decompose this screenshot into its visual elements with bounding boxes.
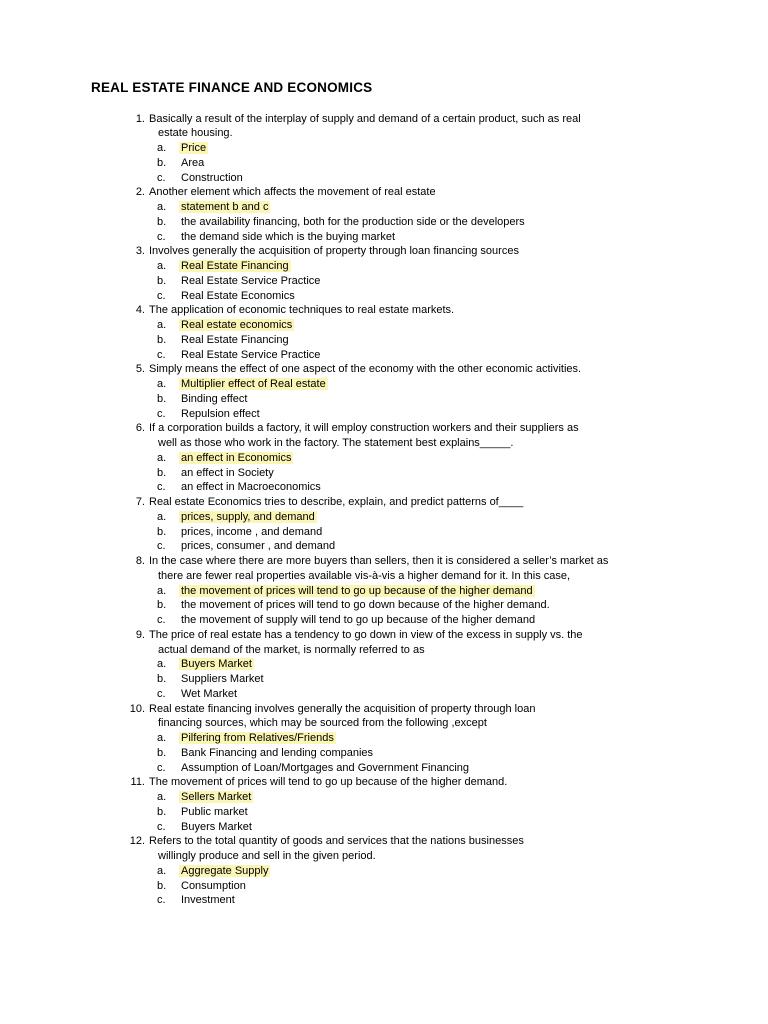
question-line: Another element which affects the movement of real estate	[149, 186, 436, 199]
question-item	[0, 702, 768, 776]
option-letter: c.	[157, 171, 166, 184]
option-text: an effect in Society	[181, 466, 274, 479]
question-line: If a corporation builds a factory, it will employ construction workers and their suppliers as	[149, 422, 579, 435]
option-letter: b.	[157, 392, 167, 405]
option-letter: c.	[157, 894, 166, 907]
option-text: Binding effect	[181, 392, 248, 405]
answer-option	[149, 230, 768, 245]
option-letter: a.	[157, 451, 167, 464]
question-number: 7.	[135, 496, 145, 508]
answer-option	[149, 289, 768, 304]
question-item	[0, 362, 768, 421]
highlighted-answer: Real estate economics	[181, 319, 293, 331]
question-item	[0, 244, 768, 303]
option-letter: b.	[157, 215, 167, 228]
question-item	[0, 421, 768, 495]
question-line: Real estate financing involves generally the acquisition of property through loan	[149, 702, 536, 715]
question-line: The movement of prices will tend to go up because of the higher demand.	[149, 776, 508, 789]
question-line: estate housing.	[158, 127, 233, 140]
question-line: there are fewer real properties available vis-à-vis a higher demand for it. In this case,	[158, 569, 571, 582]
option-letter: a.	[157, 658, 167, 671]
answer-option	[149, 761, 768, 776]
answer-option	[149, 215, 768, 230]
question-text	[135, 185, 768, 200]
option-letter: b.	[157, 599, 167, 612]
answer-option	[149, 259, 768, 274]
highlighted-answer: the movement of prices will tend to go up because of the higher demand	[181, 584, 533, 597]
option-letter: a.	[157, 201, 167, 213]
question-item	[0, 554, 768, 628]
option-text: Real Estate Economics	[181, 289, 295, 302]
question-line: financing sources, which may be sourced from the following ,except	[158, 717, 487, 730]
answer-option	[149, 657, 768, 672]
option-letter: b.	[157, 746, 167, 759]
option-text: Real Estate Service Practice	[181, 348, 321, 361]
answer-option	[149, 171, 768, 186]
question-number: 3.	[135, 245, 145, 258]
question-line: well as those who work in the factory. The statement best explains_____.	[158, 437, 514, 449]
answer-option	[149, 525, 768, 540]
question-text	[135, 554, 768, 569]
question-line: willingly produce and sell in the given period.	[158, 850, 376, 862]
question-item	[0, 775, 768, 834]
answer-option	[149, 274, 768, 289]
answer-option	[149, 879, 768, 894]
answer-option	[149, 377, 768, 392]
option-text: Bank Financing and lending companies	[181, 746, 374, 759]
option-letter: c.	[157, 289, 166, 302]
question-number: 11.	[130, 776, 145, 789]
highlighted-answer: an effect in Economics	[181, 451, 292, 464]
option-letter: c.	[157, 761, 166, 774]
question-number: 9.	[135, 628, 145, 641]
question-line: actual demand of the market, is normally referred to as	[158, 643, 425, 656]
question-line: The price of real estate has a tendency to go down in view of the excess in supply vs. the	[149, 628, 583, 641]
document-title: REAL ESTATE FINANCE AND ECONOMICS	[91, 80, 373, 95]
answer-option	[149, 820, 768, 835]
option-text: Investment	[181, 894, 235, 907]
question-number: 12.	[129, 835, 145, 848]
answer-option	[149, 333, 768, 348]
question-item	[0, 834, 768, 908]
highlighted-answer: Multiplier effect of Real estate	[181, 378, 326, 390]
option-letter: a.	[157, 260, 167, 272]
question-text-continued	[149, 436, 768, 451]
question-list	[0, 112, 768, 909]
question-text	[135, 628, 768, 643]
answer-option	[149, 731, 768, 746]
option-text: Buyers Market	[181, 820, 252, 833]
option-letter: c.	[157, 348, 166, 361]
option-text: the demand side which is the buying market	[181, 230, 396, 243]
question-text-continued	[149, 716, 768, 731]
question-text	[135, 244, 768, 259]
question-text	[129, 702, 768, 717]
question-line: Real estate Economics tries to describe, explain, and predict patterns of____	[149, 496, 524, 508]
answer-option	[149, 451, 768, 466]
option-text: the availability financing, both for the production side or the developers	[181, 215, 525, 228]
answer-option	[149, 539, 768, 554]
option-letter: c.	[157, 614, 166, 626]
answer-option	[149, 466, 768, 481]
question-text-continued	[149, 643, 768, 658]
highlighted-answer: statement b and c	[181, 201, 269, 213]
question-line: The application of economic techniques to real estate markets.	[149, 304, 455, 317]
option-text: Real Estate Financing	[181, 333, 289, 346]
option-letter: a.	[157, 864, 167, 877]
question-text	[135, 495, 768, 510]
question-text	[135, 421, 768, 436]
highlighted-answer: Real Estate Financing	[181, 260, 289, 272]
option-letter: b.	[157, 673, 167, 685]
question-number: 5.	[135, 363, 145, 376]
answer-option	[149, 318, 768, 333]
option-letter: b.	[157, 274, 167, 287]
option-letter: c.	[157, 481, 166, 494]
option-text: an effect in Macroeconomics	[181, 481, 321, 494]
question-text-continued	[149, 849, 768, 864]
highlighted-answer: Pilfering from Relatives/Friends	[181, 732, 334, 744]
question-text	[135, 112, 768, 127]
option-letter: b.	[157, 333, 167, 346]
question-number: 6.	[135, 422, 145, 435]
option-text: the movement of prices will tend to go down because of the higher demand.	[181, 599, 550, 612]
question-item	[0, 185, 768, 244]
option-text: Repulsion effect	[181, 407, 260, 420]
answer-option	[149, 510, 768, 525]
option-text: the movement of supply will tend to go up because of the higher demand	[181, 614, 536, 626]
option-letter: c.	[157, 820, 166, 833]
question-line: Basically a result of the interplay of supply and demand of a certain product, such as real	[149, 112, 581, 125]
option-letter: a.	[157, 732, 167, 744]
option-letter: c.	[157, 687, 166, 700]
question-line: Involves generally the acquisition of property through loan financing sources	[149, 245, 519, 258]
answer-option	[149, 672, 768, 687]
highlighted-answer: Sellers Market	[181, 791, 252, 803]
option-text: Consumption	[181, 879, 246, 892]
question-text-continued	[149, 569, 768, 584]
answer-option	[149, 790, 768, 805]
answer-option	[149, 200, 768, 215]
answer-option	[149, 864, 768, 879]
question-number: 4.	[135, 304, 145, 317]
answer-option	[149, 584, 768, 599]
option-letter: b.	[157, 805, 167, 818]
question-item	[0, 303, 768, 362]
answer-option	[149, 407, 768, 422]
question-text	[135, 362, 768, 377]
option-text: Suppliers Market	[181, 673, 264, 685]
question-text	[129, 834, 768, 849]
answer-option	[149, 746, 768, 761]
option-letter: b.	[157, 466, 167, 479]
answer-option	[149, 480, 768, 495]
question-number: 10.	[129, 702, 145, 715]
option-letter: a.	[157, 584, 167, 597]
question-item	[0, 495, 768, 554]
question-text-continued	[149, 126, 768, 141]
answer-option	[149, 893, 768, 908]
answer-option	[149, 613, 768, 628]
option-text: Assumption of Loan/Mortgages and Government Financing	[181, 761, 469, 774]
option-letter: a.	[157, 319, 167, 331]
highlighted-answer: Buyers Market	[181, 658, 252, 671]
option-letter: a.	[157, 142, 167, 154]
answer-option	[149, 141, 768, 156]
option-letter: b.	[157, 156, 167, 169]
answer-option	[149, 598, 768, 613]
question-line: Simply means the effect of one aspect of the economy with the other economic activities.	[149, 363, 582, 376]
option-letter: b.	[157, 525, 167, 538]
answer-option	[149, 348, 768, 363]
option-text: Construction	[181, 171, 243, 184]
option-text: prices, income , and demand	[181, 525, 323, 538]
question-text	[130, 775, 768, 790]
option-text: prices, consumer , and demand	[181, 540, 336, 553]
answer-option	[149, 392, 768, 407]
option-letter: a.	[157, 378, 167, 390]
option-letter: c.	[157, 407, 166, 420]
option-text: Public market	[181, 805, 248, 818]
question-text	[135, 303, 768, 318]
option-letter: b.	[157, 879, 167, 892]
question-number: 2.	[135, 186, 145, 199]
option-text: Real Estate Service Practice	[181, 274, 321, 287]
question-number: 1.	[135, 112, 145, 125]
question-line: Refers to the total quantity of goods and services that the nations businesses	[149, 835, 524, 848]
option-text: Wet Market	[181, 687, 238, 700]
option-letter: a.	[157, 510, 167, 523]
option-letter: a.	[157, 791, 167, 803]
highlighted-answer: Aggregate Supply	[181, 864, 269, 877]
option-letter: c.	[157, 230, 166, 243]
question-item	[0, 112, 768, 186]
option-text: Area	[181, 156, 205, 169]
question-line: In the case where there are more buyers than sellers, then it is considered a seller’s market as	[149, 555, 609, 567]
option-letter: c.	[157, 540, 166, 553]
highlighted-answer: Price	[181, 142, 207, 154]
question-number: 8.	[135, 555, 145, 567]
answer-option	[149, 156, 768, 171]
question-item	[0, 628, 768, 702]
answer-option	[149, 687, 768, 702]
highlighted-answer: prices, supply, and demand	[181, 510, 315, 523]
answer-option	[149, 805, 768, 820]
